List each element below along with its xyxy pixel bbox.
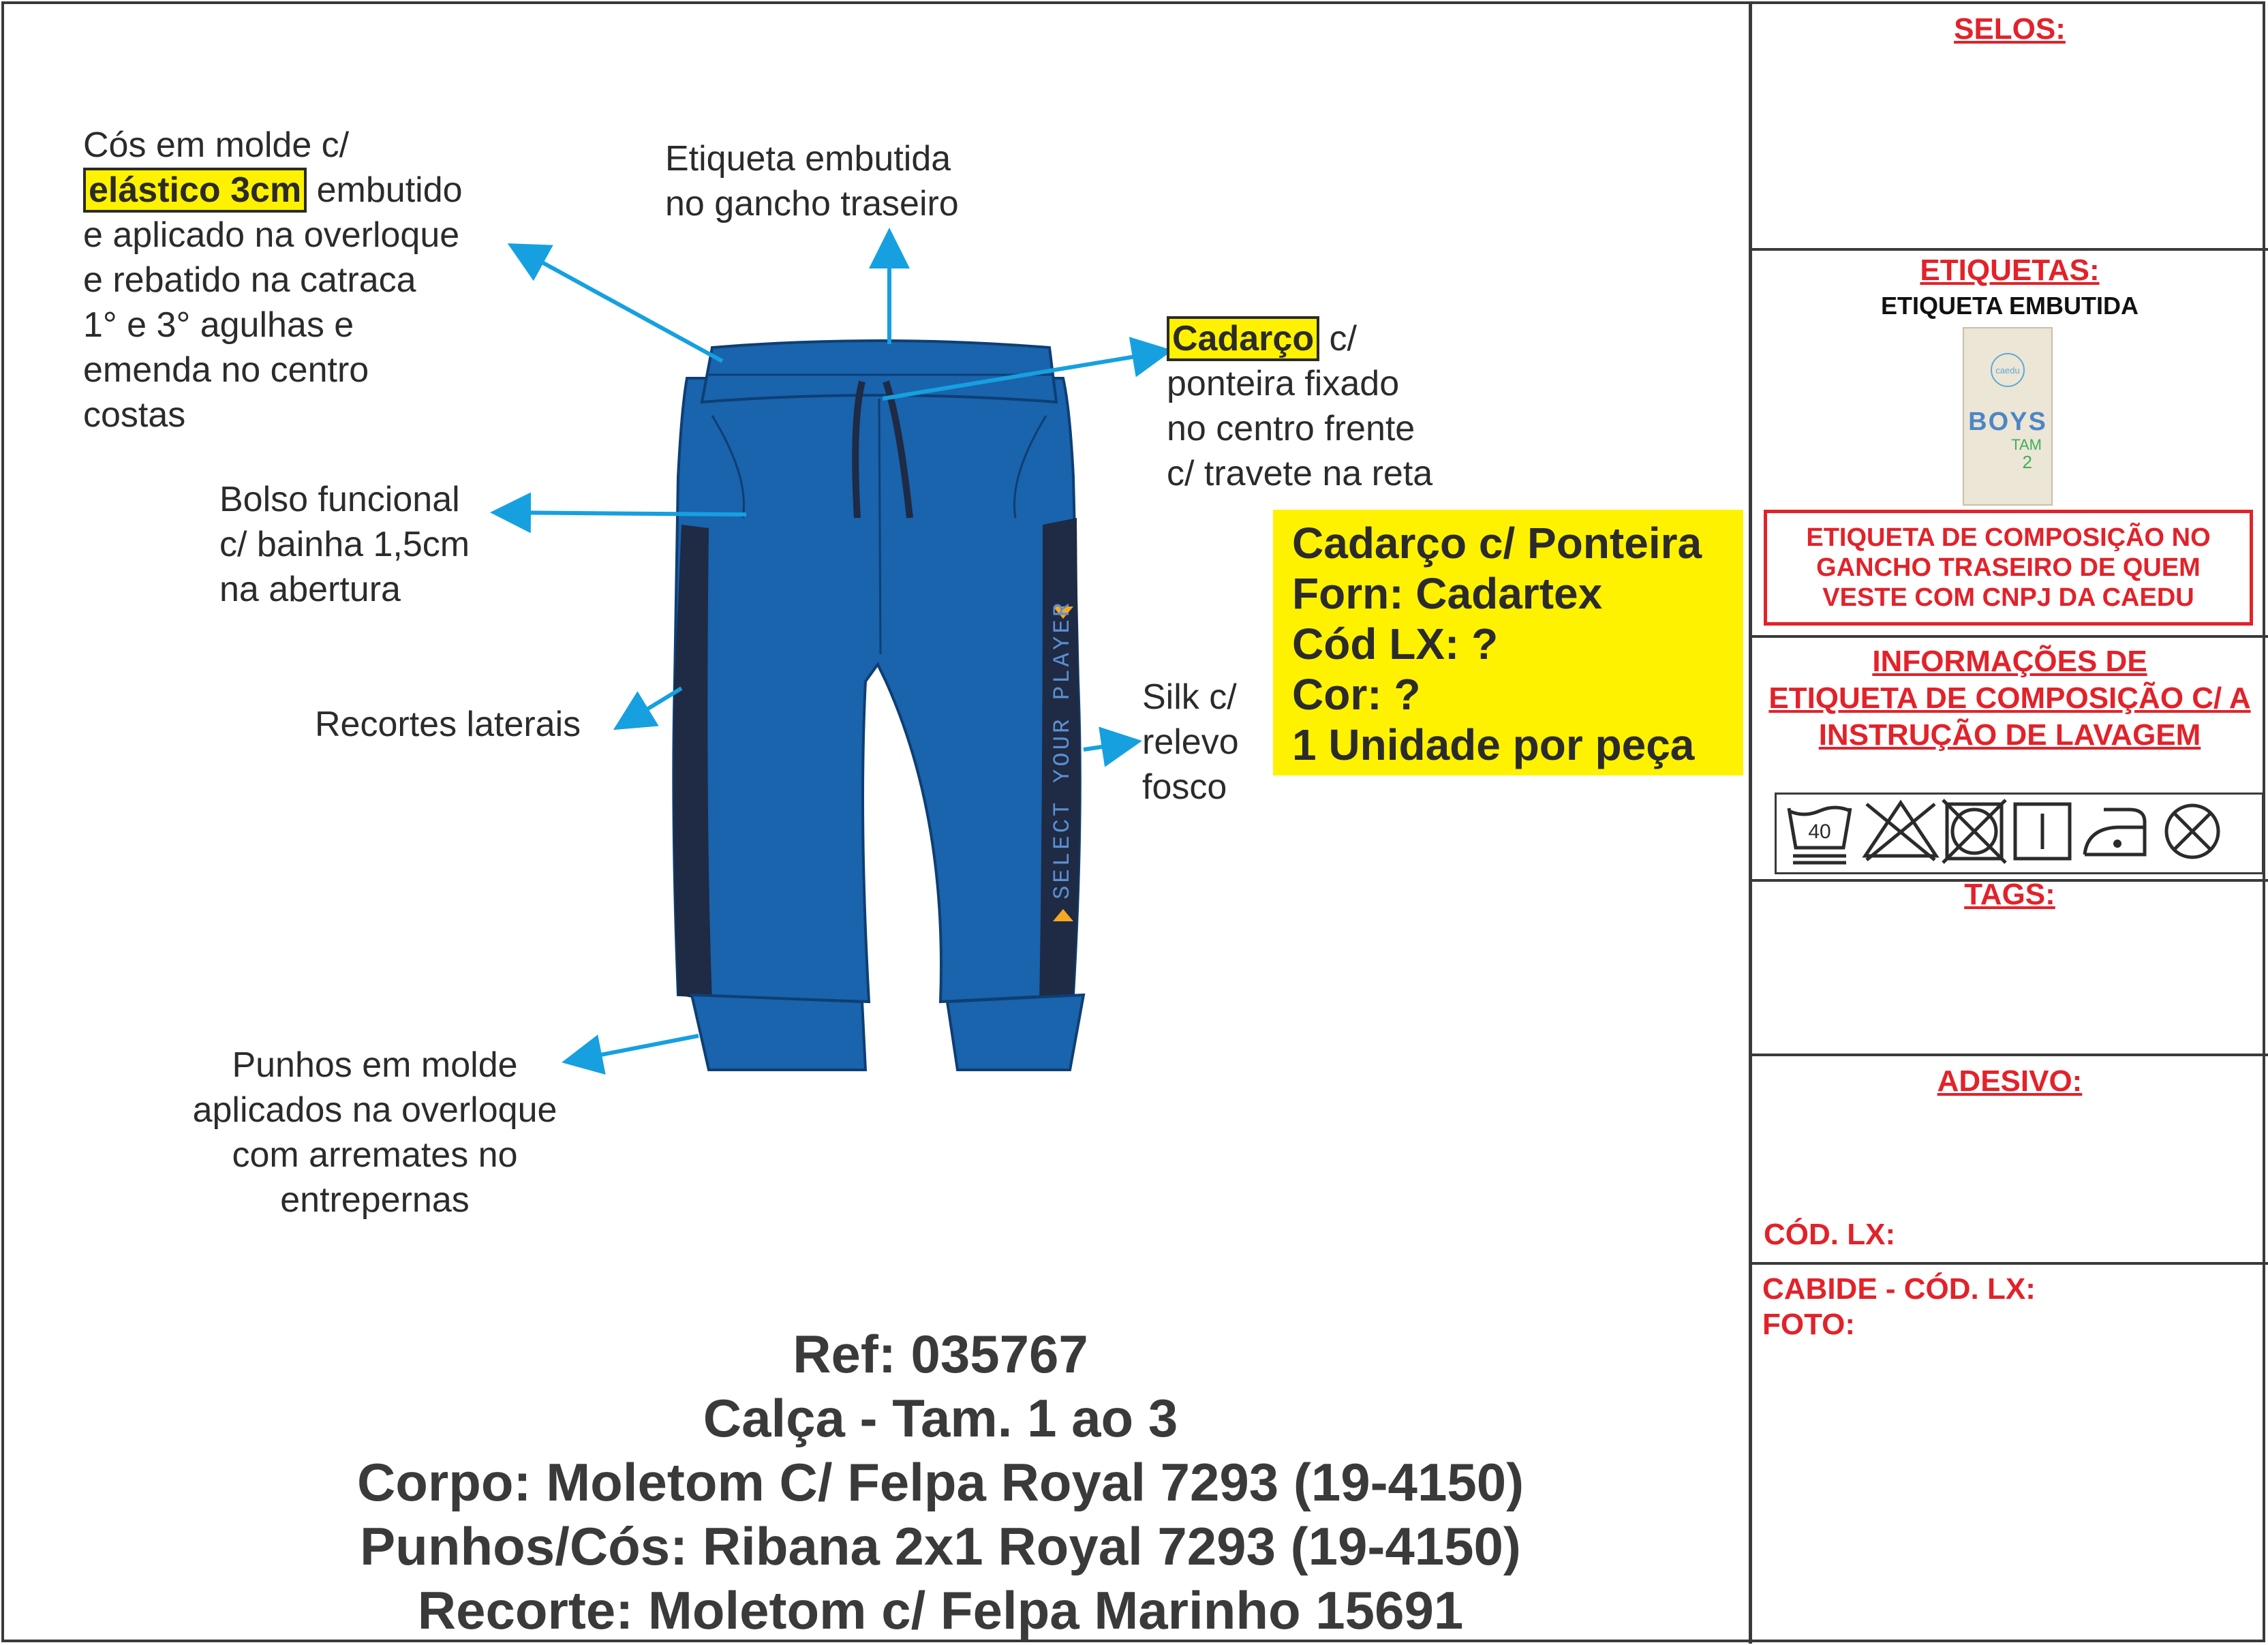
note-punhos-line3: com arremates no: [232, 1135, 518, 1175]
info-box-line3: Cód LX: ?: [1292, 619, 1499, 668]
note-punhos: [164, 1043, 586, 1223]
note-silk: [1142, 675, 1239, 810]
info-box-line5: 1 Unidade por peça: [1292, 720, 1695, 769]
section-divider-1: [1749, 248, 2268, 251]
wash-temp: 40: [1808, 820, 1831, 843]
brand-logo: caedu: [1991, 353, 2025, 387]
cod-lx-label: CÓD. LX:: [1764, 1218, 1896, 1251]
info-box-line1: Cadarço c/ Ponteira: [1292, 519, 1702, 568]
informacoes-title: [1752, 643, 2267, 754]
note-etiqueta-line2: no gancho traseiro: [665, 184, 959, 224]
note-cadarco-line2: ponteira fixado: [1167, 364, 1400, 403]
info-box-line2: Forn: Cadartex: [1292, 569, 1603, 618]
drawstring-info-box: [1273, 510, 1743, 775]
highlight-cadarco: Cadarço: [1167, 316, 1319, 361]
no-dry-clean-icon: [2166, 805, 2218, 857]
etiquetas-title: ETIQUETAS:: [1920, 253, 2100, 287]
tags-title: TAGS:: [1964, 878, 2055, 911]
note-bolso-line3: na abertura: [219, 570, 401, 609]
label-tam: TAM: [2011, 436, 2042, 453]
foto-label: FOTO:: [1762, 1308, 1856, 1341]
section-divider-5: [1749, 1262, 2268, 1265]
spec-corpo: Corpo: Moletom C/ Felpa Royal 7293 (19-4150): [356, 1452, 1524, 1512]
note-silk-line1: Silk c/: [1142, 677, 1237, 717]
care-symbols-svg: [1777, 795, 2262, 872]
informacoes-line1: INFORMAÇÕES DE: [1872, 645, 2147, 678]
note-silk-line3: fosco: [1142, 767, 1227, 807]
composition-notice-text: ETIQUETA DE COMPOSIÇÃO NO GANCHO TRASEIRO DE QUEM VESTE COM CNPJ DA CAEDU: [1806, 523, 2211, 612]
note-cos-line2: embutido: [307, 170, 463, 210]
left-side-panel: [673, 525, 712, 1002]
note-cadarco-line3: no centro frente: [1167, 409, 1415, 448]
section-divider-4: [1749, 1054, 2268, 1056]
note-punhos-line2: aplicados na overloque: [192, 1090, 557, 1130]
section-divider-2: [1749, 635, 2268, 638]
note-bolso: [219, 477, 470, 612]
note-cos: [83, 123, 463, 437]
silk-print-text: SELECT YOUR PLAYER: [1050, 600, 1076, 900]
care-symbols: [1775, 793, 2264, 874]
note-bolso-line2: c/ bainha 1,5cm: [219, 525, 470, 564]
note-cadarco: [1167, 316, 1432, 496]
note-recortes: Recortes laterais: [315, 705, 581, 744]
note-cos-line7: costas: [83, 395, 186, 435]
note-bolso-line1: Bolso funcional: [219, 480, 460, 519]
note-cadarco-line4: c/ travete na reta: [1167, 454, 1433, 493]
no-bleach-icon: [1865, 803, 1936, 860]
label-size: 2: [2022, 452, 2032, 472]
note-cadarco-line1: c/: [1319, 319, 1357, 358]
note-etiqueta: [665, 136, 959, 226]
waistband: [702, 341, 1056, 402]
iron-low-icon: [2085, 810, 2145, 855]
right-cuff: [947, 995, 1084, 1070]
info-box-line4: Cor: ?: [1292, 670, 1421, 719]
note-punhos-line4: entrepernas: [280, 1180, 470, 1220]
spec-ref: Ref: 035767: [793, 1324, 1088, 1384]
note-cos-line3: e aplicado na overloque: [83, 215, 460, 255]
note-cos-line1: Cós em molde c/: [83, 125, 350, 165]
etiqueta-embutida-label: ETIQUETA EMBUTIDA: [1881, 292, 2139, 320]
informacoes-line3: INSTRUÇÃO DE LAVAGEM: [1818, 718, 2201, 752]
adesivo-title: ADESIVO:: [1937, 1064, 2083, 1098]
label-boys: BOYS: [1968, 408, 2047, 436]
note-cos-line6: emenda no centro: [83, 350, 369, 390]
note-etiqueta-line1: Etiqueta embutida: [665, 139, 951, 179]
spec-recorte: Recorte: Moletom c/ Felpa Marinho 15691: [417, 1580, 1464, 1640]
note-cos-line5: 1° e 3° agulhas e: [83, 305, 354, 345]
cabide-label: CABIDE - CÓD. LX:: [1762, 1272, 2036, 1306]
spec-punhos: Punhos/Cós: Ribana 2x1 Royal 7293 (19-4150): [360, 1516, 1521, 1576]
highlight-elastico: elástico 3cm: [83, 168, 307, 213]
spec-product: Calça - Tam. 1 ao 3: [703, 1388, 1178, 1448]
informacoes-line2: ETIQUETA DE COMPOSIÇÃO C/ A: [1768, 681, 2251, 715]
composition-notice: [1764, 510, 2253, 626]
selos-title: SELOS:: [1954, 12, 2066, 46]
line-dry-icon: [2015, 804, 2070, 859]
left-cuff: [692, 995, 865, 1070]
product-spec: [204, 1322, 1676, 1642]
note-cos-line4: e rebatido na catraca: [83, 260, 416, 300]
label-tag: [1963, 327, 2053, 506]
no-tumble-dry-icon: [1943, 800, 2006, 863]
note-silk-line2: relevo: [1142, 722, 1239, 762]
note-punhos-line1: Punhos em molde: [232, 1045, 518, 1085]
